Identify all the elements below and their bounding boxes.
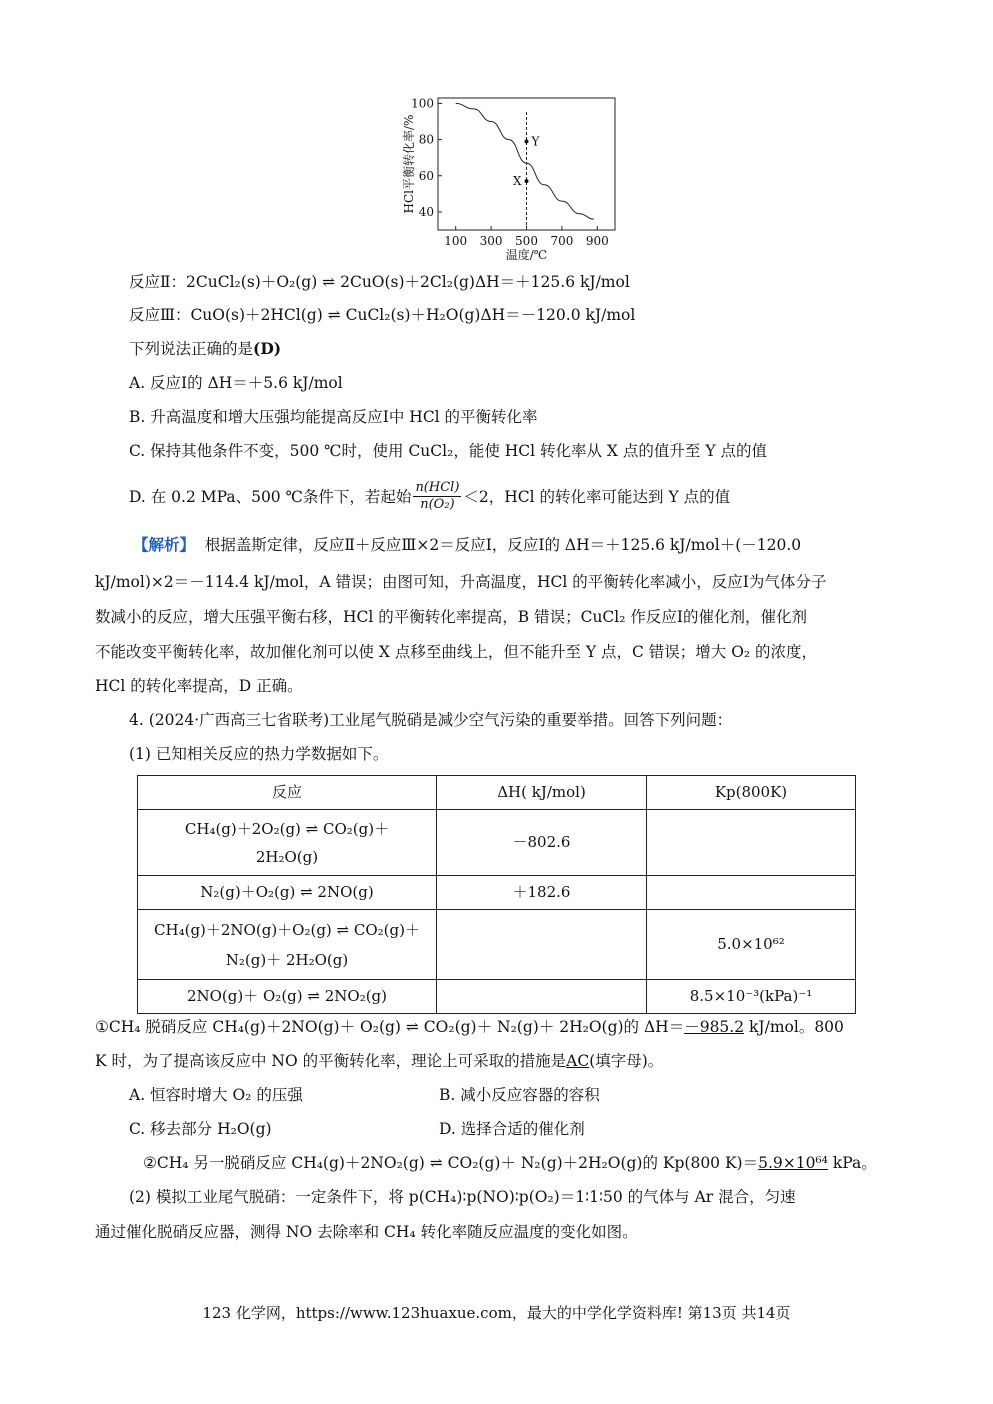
analysis-line-4: 不能改变平衡转化率，故加催化剂可以使 X 点移至曲线上，但不能升至 Y 点，C 错误；增大 O₂ 的浓度，	[95, 643, 818, 661]
table-row	[138, 980, 856, 1014]
y-tick-label: 80	[418, 132, 434, 147]
sub2-text: ②CH₄ 另一脱硝反应 CH₄(g)＋2NO₂(g) ⇌ CO₂(g)＋ N₂(g)＋2H₂O(g)的 Kp(800 K)＝	[143, 1154, 759, 1172]
option-d-prefix: D. 在 0.2 MPa、500 ℃条件下，若起始	[129, 487, 412, 506]
answer-mark: (D)	[253, 339, 282, 358]
choice-c: C. 移去部分 H₂O(g)	[129, 1120, 272, 1138]
row-dh: －802.6	[437, 810, 647, 876]
option-d	[129, 480, 730, 513]
sub2-answer: 5.9×10⁶⁴	[758, 1154, 828, 1172]
y-tick-label: 60	[418, 168, 434, 183]
x-tick-label: 300	[479, 234, 503, 248]
point-label-x: X	[512, 174, 522, 189]
question-4-part-2-line-1: (2) 模拟工业尾气脱硝：一定条件下，将 p(CH₄)∶p(NO)∶p(O₂)＝1∶1∶50 的气体与 Ar 混合，匀速	[129, 1188, 796, 1206]
choice-a: A. 恒容时增大 O₂ 的压强	[129, 1086, 303, 1104]
x-axis-label: 温度/℃	[505, 248, 548, 262]
row-dh	[437, 980, 647, 1014]
table-row	[138, 876, 856, 910]
ratio-fraction	[413, 480, 461, 513]
option-d-suffix: ＜2，HCl 的转化率可能达到 Y 点的值	[463, 487, 731, 506]
sub-question-2	[143, 1153, 877, 1173]
reaction-3: 反应Ⅲ：CuO(s)＋2HCl(g) ⇌ CuCl₂(s)＋H₂O(g)ΔH＝－120.0 kJ/mol	[129, 306, 636, 324]
row-reaction: N₂(g)＋O₂(g) ⇌ 2NO(g)	[138, 876, 437, 910]
sub1-text: ①CH₄ 脱硝反应 CH₄(g)＋2NO(g)＋ O₂(g) ⇌ CO₂(g)＋ N₂(g)＋ 2H₂O(g)的 ΔH＝	[95, 1018, 685, 1036]
x-tick-label: 900	[585, 234, 609, 248]
y-axis-label: HCl平衡转化率/%	[402, 114, 416, 214]
y-tick-label: 100	[411, 96, 434, 111]
point-label-y: Y	[531, 134, 540, 149]
x-tick-label: 100	[444, 234, 468, 248]
question-stem	[129, 339, 281, 359]
analysis-line-3: 数减小的反应，增大压强平衡右移，HCl 的平衡转化率提高，B 错误；CuCl₂ 作反应Ⅰ的催化剂，催化剂	[95, 608, 808, 626]
sub1-answer: －985.2	[684, 1018, 745, 1036]
question-4-title: 4. (2024·广西高三七省联考)工业尾气脱硝是减少空气污染的重要举措。回答下列问题：	[129, 711, 733, 729]
header-reaction: 反应	[138, 776, 437, 810]
row-kp: 5.0×10⁶²	[647, 910, 856, 980]
point-x	[525, 179, 529, 183]
row-reaction: CH₄(g)＋2O₂(g) ⇌ CO₂(g)＋2H₂O(g)	[138, 810, 437, 876]
page-footer: 123 化学网，https://www.123huaxue.com，最大的中学化学资料库! 第13页 共14页	[202, 1304, 791, 1322]
header-kp: Kp(800K)	[647, 776, 856, 810]
sub-question-1-line-2	[95, 1051, 663, 1071]
row-kp	[647, 810, 856, 876]
reaction-2: 反应Ⅱ：2CuCl₂(s)＋O₂(g) ⇌ 2CuO(s)＋2Cl₂(g)ΔH＝＋125.6 kJ/mol	[129, 273, 630, 291]
thermo-data-table	[137, 775, 856, 1014]
x-tick-label: 500	[515, 234, 538, 248]
sub-question-1	[95, 1017, 844, 1037]
sub1-line2-suffix: (填字母)。	[589, 1052, 664, 1070]
point-y	[525, 139, 529, 143]
analysis-text-1: 根据盖斯定律，反应Ⅱ＋反应Ⅲ×2＝反应Ⅰ，反应Ⅰ的 ΔH＝＋125.6 kJ/mol＋(－120.0	[204, 536, 802, 554]
choice-d: D. 选择合适的催化剂	[439, 1120, 585, 1138]
analysis-tag: 【解析】	[133, 535, 196, 554]
table-row	[138, 810, 856, 876]
question-4-part-1: (1) 已知相关反应的热力学数据如下。	[129, 745, 389, 763]
row-reaction: 2NO(g)＋ O₂(g) ⇌ 2NO₂(g)	[138, 980, 437, 1014]
option-b: B. 升高温度和增大压强均能提高反应Ⅰ中 HCl 的平衡转化率	[129, 408, 538, 426]
row-reaction: CH₄(g)＋2NO(g)＋O₂(g) ⇌ CO₂(g)＋ N₂(g)＋ 2H₂O(g)	[138, 910, 437, 980]
question-text: 下列说法正确的是	[129, 340, 254, 358]
x-tick-label: 700	[550, 234, 574, 248]
sub1-unit: kJ/mol。800	[744, 1018, 844, 1036]
sub2-unit: kPa。	[827, 1154, 877, 1172]
sub1-line2-text: K 时，为了提高该反应中 NO 的平衡转化率，理论上可采取的措施是	[95, 1052, 567, 1070]
option-a: A. 反应Ⅰ的 ΔH＝＋5.6 kJ/mol	[129, 374, 343, 392]
choice-b: B. 减小反应容器的容积	[439, 1086, 600, 1104]
row-kp: 8.5×10⁻³(kPa)⁻¹	[647, 980, 856, 1014]
question-4-part-2-line-2: 通过催化脱硝反应器，测得 NO 去除率和 CH₄ 转化率随反应温度的变化如图。	[95, 1223, 638, 1241]
option-c: C. 保持其他条件不变，500 ℃时，使用 CuCl₂，能使 HCl 转化率从 X 点的值升至 Y 点的值	[129, 442, 767, 460]
analysis-line-2: kJ/mol)×2＝－114.4 kJ/mol，A 错误；由图可知，升高温度，HCl 的平衡转化率减小，反应Ⅰ为气体分子	[95, 573, 827, 591]
table-row	[138, 910, 856, 980]
analysis-line-1	[133, 535, 801, 555]
hcl-conversion-chart	[398, 92, 638, 264]
fraction-denominator: n(O₂)	[420, 497, 455, 512]
series-line	[456, 103, 594, 219]
table-header-row	[138, 776, 856, 810]
y-tick-label: 40	[418, 204, 434, 219]
row-dh	[437, 910, 647, 980]
fraction-numerator: n(HCl)	[415, 480, 460, 495]
analysis-line-5: HCl 的转化率提高，D 正确。	[95, 677, 303, 695]
sub1-line2-answer: AC	[566, 1052, 590, 1070]
header-dh: ΔH( kJ/mol)	[437, 776, 647, 810]
row-dh: ＋182.6	[437, 876, 647, 910]
row-kp	[647, 876, 856, 910]
